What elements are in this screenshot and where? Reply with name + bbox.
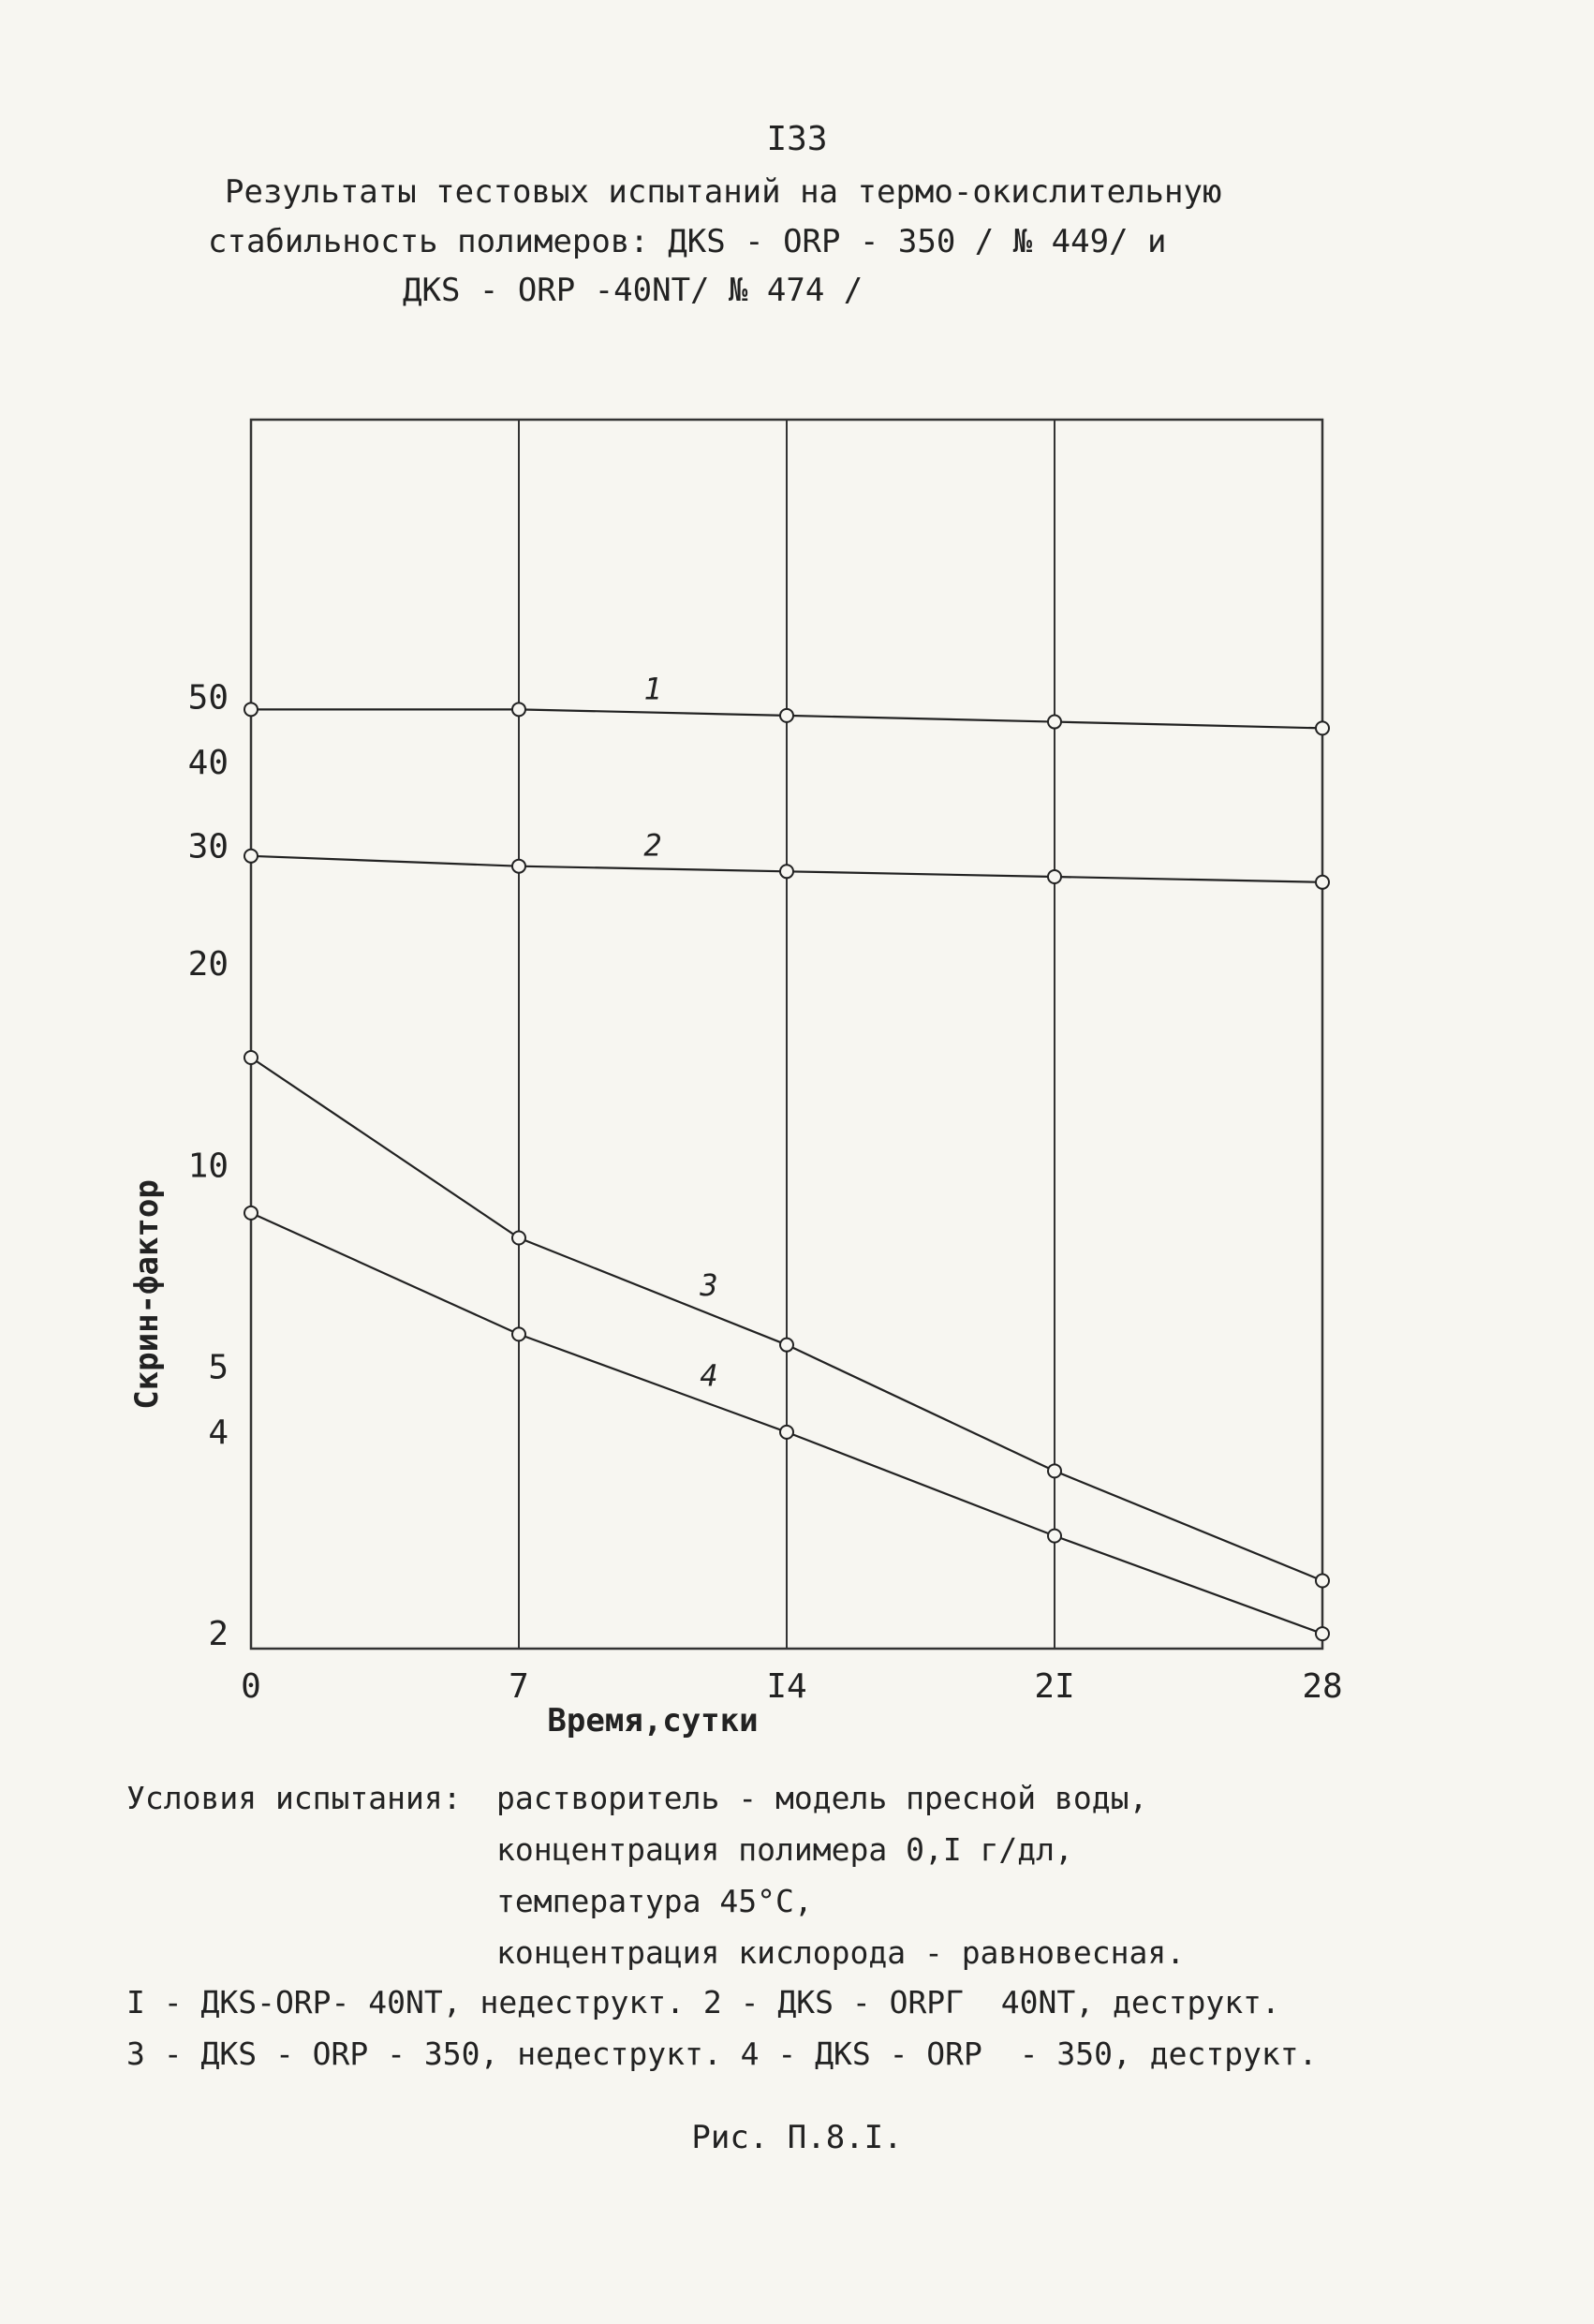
x-tick-label: 28: [1302, 1667, 1343, 1706]
conditions-label: Условия испытания:: [126, 1780, 462, 1816]
chart-labels: [128, 672, 1343, 1739]
page-number: I33: [766, 120, 828, 158]
series-3-point: [244, 1051, 258, 1064]
series-4-point: [780, 1426, 793, 1439]
condition-oxygen: концентрация кислорода - равновесная.: [496, 1934, 1186, 1971]
series-2-label: 2: [643, 827, 662, 864]
series-4-point: [1048, 1530, 1061, 1543]
series-2-point: [512, 860, 525, 873]
chart-grid: [251, 420, 1322, 1649]
y-axis-label: Скрин-фактор: [128, 1179, 166, 1410]
series-1-point: [1048, 716, 1061, 729]
legend-line-1: I - ДКS-ORP- 40NT, недеструкт. 2 - ДКS - ORPГ 40NT, деструкт.: [126, 1984, 1280, 2021]
x-tick-label: 7: [509, 1667, 529, 1706]
title-line-2: стабильность полимеров: ДКS - ORP - 350 / № 449/ и: [208, 223, 1167, 260]
series-3-point: [1048, 1464, 1061, 1477]
series-4-point: [512, 1327, 525, 1340]
series-3-point: [780, 1339, 793, 1352]
y-tick-label: 30: [187, 827, 229, 866]
series-3-point: [1316, 1574, 1329, 1587]
series-1-point: [244, 703, 258, 716]
x-tick-label: 2I: [1034, 1667, 1075, 1706]
series-3-label: 3: [700, 1266, 718, 1303]
y-tick-label: 40: [187, 743, 229, 782]
series-4-point: [1316, 1627, 1329, 1640]
series-3-point: [512, 1232, 525, 1245]
y-tick-label: 5: [208, 1348, 229, 1387]
series-2-point: [780, 865, 793, 878]
condition-solvent: растворитель - модель пресной воды,: [496, 1780, 1148, 1816]
y-tick-label: 20: [187, 945, 229, 984]
y-tick-label: 10: [187, 1147, 229, 1186]
y-tick-label: 50: [187, 678, 229, 718]
series-4-label: 4: [700, 1357, 718, 1394]
series-2-point: [1048, 870, 1061, 883]
legend-line-2: 3 - ДКS - ORP - 350, недеструкт. 4 - ДКS - ORP - 350, деструкт.: [126, 2035, 1318, 2072]
figure-caption: Рис. П.8.I.: [691, 2119, 903, 2156]
title-line-3: ДКS - ORP -40NT/ № 474 /: [403, 272, 863, 309]
condition-concentration: концентрация полимера 0,I г/дл,: [496, 1831, 1073, 1868]
series-1-point: [780, 709, 793, 722]
series-1-point: [512, 703, 525, 716]
series-4-point: [244, 1206, 258, 1220]
x-axis-label: Время,сутки: [547, 1702, 759, 1739]
x-tick-label: I4: [766, 1667, 807, 1706]
series-1-point: [1316, 721, 1329, 734]
condition-temperature: температура 45°С,: [496, 1883, 813, 1919]
series-2-point: [244, 850, 258, 863]
x-tick-label: 0: [241, 1667, 261, 1706]
series-1-label: 1: [643, 671, 662, 707]
series-2-point: [1316, 876, 1329, 889]
y-tick-label: 2: [208, 1615, 229, 1654]
y-tick-label: 4: [208, 1413, 229, 1452]
title-line-1: Результаты тестовых испытаний на термо-окислительную: [225, 173, 1222, 211]
